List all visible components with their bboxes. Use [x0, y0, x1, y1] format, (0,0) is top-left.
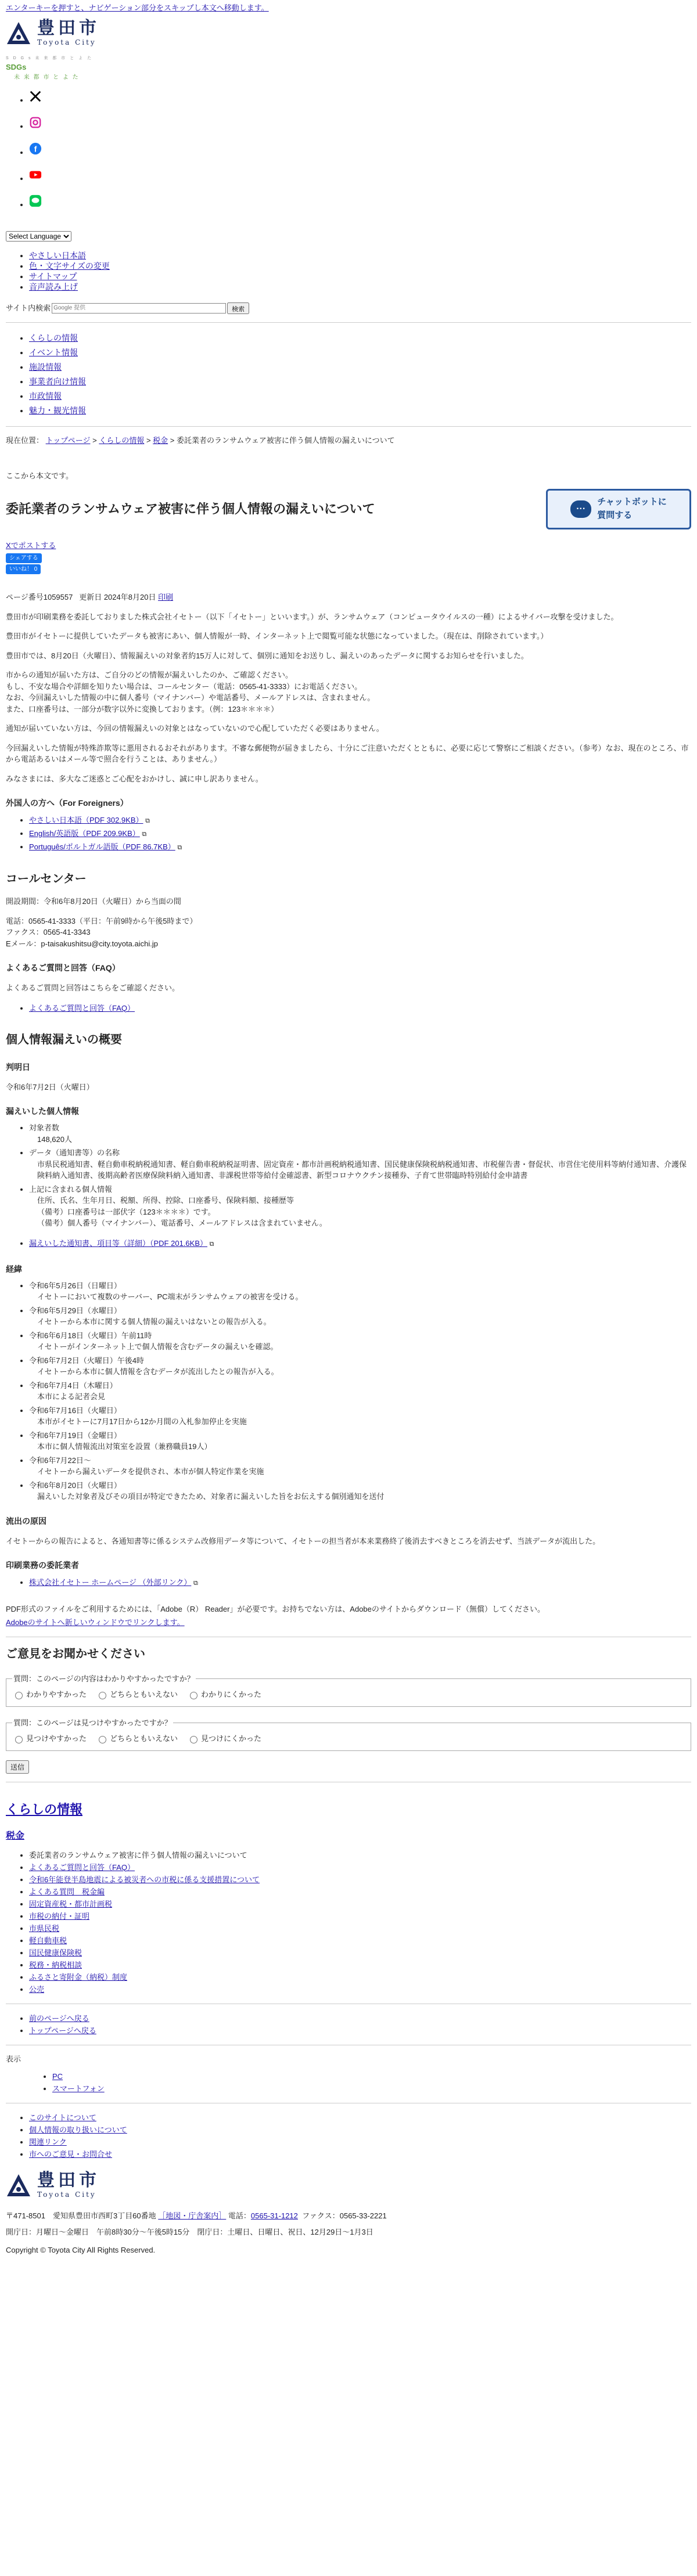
cause-heading: 流出の原因: [6, 1516, 46, 1526]
display-options: [6, 2070, 691, 2095]
x-post-link[interactable]: Xでポストする: [6, 541, 56, 550]
gnav-city-admin[interactable]: 市政情報: [29, 391, 62, 401]
search-input[interactable]: [52, 303, 226, 314]
color-size-link[interactable]: 色・文字サイズの変更: [29, 261, 110, 271]
sdgs-small-text: S D G s 未 来 都 市 と よ た: [6, 56, 94, 60]
side-item-link[interactable]: よくある質問 税金編: [29, 1887, 105, 1896]
faq-link[interactable]: よくあるご質問と回答（FAQ）: [29, 1003, 135, 1013]
timeline-date: 令和6年7月22日〜: [29, 1455, 91, 1465]
new-window-icon: ⧉: [145, 817, 150, 824]
feedback-q1-legend: 質問：このページの内容はわかりやすかったですか？: [13, 1674, 195, 1683]
detail-pdf-link[interactable]: 漏えいした通知書、項目等（詳細）（PDF 201.6KB）: [29, 1238, 207, 1248]
facebook-link[interactable]: [29, 147, 42, 157]
side-section-title: [6, 1800, 691, 1819]
social-links: [6, 89, 691, 219]
side-item: [29, 1983, 691, 1995]
feedback-heading: ご意見をお聞かせください: [6, 1647, 145, 1660]
footer-item: [29, 2112, 691, 2124]
social-item-line: [29, 193, 691, 219]
footer-site-name: 豊田市: [37, 2170, 100, 2190]
leaked-item-detail: 市県民税通知書、軽自動車税納税通知書、軽自動車税納税証明書、固定資産・都市計画税納税通知書、国民健康保険税納税通知書、市税催告書・督促状、市営住宅使用料等納付通知書、介護保険料納入通知書、後期高齢者医療保険料納入通知書、非課税世帯等給付金確認書、新型コロナウクチン接種券、子育て世帯臨時特別給付金申請書: [37, 1159, 687, 1180]
site-search: [6, 302, 691, 314]
facebook-icon: [29, 142, 42, 155]
youtube-icon: [29, 168, 42, 181]
side-item-link[interactable]: ふるさと寄附金（納税）制度: [29, 1972, 128, 1981]
chatbot-button[interactable]: [546, 489, 691, 529]
contact-link[interactable]: 市へのご意見・お問合せ: [29, 2150, 113, 2159]
q2-radio[interactable]: [99, 1736, 106, 1743]
line-icon: [29, 194, 42, 207]
external-link-icon: ⧉: [193, 1580, 198, 1587]
discovery-date: 令和6年7月2日（火曜日）: [6, 1082, 94, 1091]
leaked-item: [29, 1184, 691, 1229]
faq-links: [6, 1002, 691, 1015]
leaked-heading: 漏えいした個人情報: [6, 1107, 79, 1116]
side-category: [6, 1829, 691, 1843]
chatbot-label-2: 質問する: [597, 510, 633, 520]
new-window-icon: ⧉: [142, 831, 147, 838]
q1-option-label: どちらともいえない: [110, 1690, 178, 1699]
foreigner-item: [29, 814, 691, 827]
leaked-item-detail: 148,620人: [37, 1134, 72, 1144]
side-item: [29, 1874, 691, 1886]
q1-radio[interactable]: [99, 1692, 106, 1699]
breadcrumb-prefix: 現在位置：: [6, 435, 44, 445]
gnav-living[interactable]: くらしの情報: [29, 333, 78, 343]
page-nav: [6, 2012, 691, 2037]
side-section-link[interactable]: くらしの情報: [6, 1802, 83, 1817]
footer-item: [29, 2124, 691, 2136]
timeline-item: [29, 1330, 691, 1353]
line-link[interactable]: [29, 200, 42, 209]
faq-item: [29, 1002, 691, 1015]
copyright: Copyright © Toyota City All Rights Reserved.: [6, 2246, 156, 2254]
timeline-date: 令和6年8月20日（火曜日）: [29, 1480, 121, 1490]
side-item-link[interactable]: よくあるご質問と回答（FAQ）: [29, 1862, 135, 1872]
detail-item: [29, 1237, 691, 1251]
main-start-text: ここから本文です。: [6, 471, 73, 480]
gnav-facilities[interactable]: 施設情報: [29, 362, 62, 372]
cause-text: イセトーからの報告によると、各通知書等に係るシステム改修用データ等について、イセトーの担当者が本来業務終了後消去すべきところを消去せず、当該データが流出した。: [6, 1536, 601, 1545]
display-item: [52, 2083, 691, 2095]
sdgs-big-text: SDGs: [6, 63, 27, 71]
gnav-item: [29, 345, 691, 360]
social-item-facebook: [29, 141, 691, 167]
leaked-item-detail: 住所、氏名、生年月日、税額、所得、控除、口座番号、保険料額、接種歴等 （備考）口座番号は一部伏字（123＊＊＊＊）です。 （備考）個人番号（マイナンバー）、電話番号、メールアドレスは含まれていません。: [37, 1196, 327, 1227]
social-item-x: [29, 89, 691, 115]
timeline-item: [29, 1380, 691, 1403]
title-bar: [6, 489, 691, 529]
q2-option-label: 見つけやすかった: [26, 1734, 87, 1743]
adobe-link[interactable]: Adobeのサイトへ新しいウィンドウでリンクします。: [6, 1617, 185, 1627]
side-item: [29, 1922, 691, 1934]
leaked-items: [6, 1122, 691, 1229]
feedback-q2-legend: 質問：このページは見つけやすかったですか？: [13, 1718, 172, 1727]
timeline-item: [29, 1305, 691, 1328]
site-name: 豊田市: [37, 17, 100, 38]
call-center-email: Eメール：p-taisakushitsu@city.toyota.aichi.jp: [6, 939, 158, 948]
body-paragraph: 豊田市がイセトーに提供していたデータも被害にあい、個人情報が一時、インターネット上で閲覧可能な状態になっていました。（現在は、削除されています。）: [6, 632, 548, 640]
foreigner-item: [29, 841, 691, 854]
q1-radio[interactable]: [15, 1692, 23, 1699]
breadcrumb-current: 委託業者のランサムウェア被害に伴う個人情報の漏えいについて: [177, 435, 395, 445]
pdf-english-link[interactable]: English/英語版（PDF 209.9KB）: [29, 829, 140, 838]
timeline-date: 令和6年7月4日（木曜日）: [29, 1381, 117, 1390]
side-item: [29, 1886, 691, 1898]
side-item: [29, 1861, 691, 1874]
gnav-item: [29, 331, 691, 345]
footer-item: [29, 2136, 691, 2148]
timeline-text: イセトーから漏えいデータを提供され、本市が個人特定作業を実施: [37, 1467, 264, 1476]
top-page-link[interactable]: トップページへ戻る: [29, 2026, 96, 2035]
timeline-date: 令和6年5月26日（日曜日）: [29, 1281, 121, 1290]
utility-item: [29, 261, 691, 271]
footer-links: [6, 2112, 691, 2160]
q1-option[interactable]: [187, 1689, 261, 1700]
chat-bubble-icon: ···: [570, 500, 591, 518]
feedback-submit-button[interactable]: 送信: [6, 1760, 29, 1774]
breadcrumb-tax[interactable]: 税金: [153, 435, 168, 445]
feedback-q2: [6, 1717, 691, 1751]
body-paragraph: 今回漏えいした情報が特殊詐欺等に悪用されるおそれがあります。不審な郵便物が届きましたら、十分にご注意いただくとともに、必要に応じて警察にご相談ください。（参考）なお、現在のところ、市から電話あるいはメール等で照合を行うことは、ありません。）: [6, 743, 689, 763]
footer-hours: 開庁日：月曜日〜金曜日 午前8時30分〜午後5時15分 閉庁日：土曜日、日曜日、祝日、12月29日〜1月3日: [6, 2227, 373, 2236]
timeline-text: 本市に個人情報流出対策室を設置（兼務職員19人）: [37, 1442, 212, 1451]
facebook-like-button[interactable]: いいね！ 0: [6, 564, 41, 574]
side-item-link[interactable]: 市税の納付・証明: [29, 1911, 90, 1921]
q2-option[interactable]: [96, 1733, 178, 1745]
detail-links: [6, 1237, 691, 1251]
timeline-list: [6, 1280, 691, 1503]
side-category-link[interactable]: 税金: [6, 1831, 25, 1841]
side-item: [29, 1959, 691, 1971]
language-select[interactable]: [6, 231, 71, 242]
back-link[interactable]: 前のページへ戻る: [29, 2013, 89, 2023]
divider: [6, 426, 691, 427]
related-links-link[interactable]: 関連リンク: [29, 2138, 67, 2146]
body-paragraph: 豊田市が印刷業務を委託しておりました株式会社イセトー（以下「イセトー」といいます。）が、ランサムウェア（コンピュータウイルスの一種）によるサイバー攻撃を受けました。: [6, 612, 619, 621]
footer-phone-label: 電話：: [228, 2211, 251, 2220]
faq-text: よくあるご質問と回答はこちらをご確認ください。: [6, 983, 180, 992]
contractor-heading: 印刷業務の委託業者: [6, 1561, 79, 1570]
q2-radio[interactable]: [190, 1736, 197, 1743]
x-link[interactable]: [29, 95, 42, 105]
body-paragraph: みなさまには、多大なご迷惑とご心配をおかけし、誠に申し訳ありません。: [6, 774, 263, 783]
utility-item: [29, 282, 691, 292]
q2-option-label: どちらともいえない: [110, 1734, 178, 1743]
gnav-item: [29, 389, 691, 403]
page-number: ページ番号1059557: [6, 593, 73, 601]
timeline-item: [29, 1480, 691, 1503]
site-logo[interactable]: [6, 17, 691, 48]
timeline-text: 漏えいした対象者及びその項目が特定できたため、対象者に漏えいした旨をお伝えする個別通知を送付: [37, 1492, 385, 1501]
faq-heading: よくあるご質問と回答（FAQ）: [6, 963, 120, 972]
side-item: [29, 1947, 691, 1959]
breadcrumb-living[interactable]: くらしの情報: [99, 435, 145, 445]
timeline-text: 本市がイセトーに7月17日から12か月間の入札参加停止を実施: [37, 1417, 247, 1426]
timeline-text: 本市による記者会見: [37, 1392, 106, 1401]
timeline-text: イセトーから本市に関する個人情報の漏えいはないとの報告が入る。: [37, 1317, 271, 1326]
timeline-item: [29, 1455, 691, 1478]
feedback-q1: [6, 1673, 691, 1707]
side-item: [29, 1934, 691, 1947]
side-item-link[interactable]: 軽自動車税: [29, 1936, 67, 1945]
privacy-link[interactable]: 個人情報の取り扱いについて: [29, 2125, 127, 2134]
overview-heading: 個人情報漏えいの概要: [6, 1033, 122, 1046]
side-item-link[interactable]: 令和6年能登半島地震による被災者への市税に係る支援措置について: [29, 1875, 260, 1884]
q2-option[interactable]: [12, 1733, 87, 1745]
gnav-item: [29, 374, 691, 389]
footer-item: [29, 2148, 691, 2160]
display-item: [52, 2070, 691, 2083]
display-sp-link[interactable]: スマートフォン: [52, 2084, 105, 2093]
timeline-heading: 経緯: [6, 1264, 22, 1274]
gnav-events[interactable]: イベント情報: [29, 347, 78, 357]
city-emblem-icon: [6, 2173, 31, 2199]
display-label: 表示: [6, 2054, 21, 2063]
foreigners-heading: 外国人の方へ（For Foreigners）: [6, 798, 128, 808]
footer-logo: [6, 2172, 691, 2200]
side-item-current: 委託業者のランサムウェア被害に伴う個人情報の漏えいについて: [29, 1850, 247, 1860]
site-name-roman: Toyota City: [37, 38, 96, 46]
gnav-tourism[interactable]: 魅力・観光情報: [29, 405, 86, 415]
footer-address-line: [6, 2210, 691, 2222]
display-pc-link[interactable]: PC: [52, 2072, 63, 2081]
updated-date: 更新日 2024年8月20日: [79, 593, 156, 601]
call-center-heading: コールセンター: [6, 873, 87, 885]
instagram-icon: [29, 116, 42, 129]
pdf-easy-japanese-link[interactable]: やさしい日本語（PDF 302.9KB）: [29, 816, 143, 824]
instagram-link[interactable]: [29, 121, 42, 131]
side-item: [29, 1910, 691, 1922]
utility-item: [29, 250, 691, 261]
gnav-item: [29, 403, 691, 418]
timeline-text: イセトーにおいて複数のサーバー、PC端末がランサムウェアの被害を受ける。: [37, 1292, 303, 1301]
new-window-icon: ⧉: [177, 844, 182, 851]
contractor-link[interactable]: 株式会社イセトー ホームページ （外部リンク）: [29, 1578, 192, 1587]
svg-text:f: • f: [34, 145, 37, 153]
q2-radio[interactable]: [15, 1736, 23, 1743]
share-area: [6, 540, 691, 575]
timeline-date: 令和6年7月16日（火曜日）: [29, 1406, 121, 1415]
contractor-item: [29, 1576, 691, 1590]
leaked-item: [29, 1122, 691, 1145]
map-link[interactable]: ［地図・庁舎案内］: [158, 2211, 227, 2220]
footer-address: 〒471-8501 愛知県豊田市西町3丁目60番地: [6, 2211, 156, 2220]
foreigner-item: [29, 827, 691, 841]
timeline-text: イセトーがインターネット上で個人情報を含むデータの漏えいを確認。: [37, 1342, 278, 1351]
discovery-heading: 判明日: [6, 1062, 30, 1072]
foreigners-links: [6, 814, 691, 854]
timeline-item: [29, 1405, 691, 1428]
gnav-item: [29, 360, 691, 374]
timeline-item: [29, 1355, 691, 1378]
pdf-note-text: PDF形式のファイルをご利用するためには、「Adobe（R） Reader」が必要です。お持ちでない方は、Adobeのサイトからダウンロード（無償）してください。: [6, 1605, 545, 1613]
side-list: [6, 1849, 691, 1995]
side-item-link[interactable]: 税務・納税相談: [29, 1960, 82, 1969]
read-aloud-link[interactable]: 音声読み上げ: [29, 282, 78, 291]
page-nav-item: [29, 2024, 691, 2037]
social-item-youtube: [29, 167, 691, 193]
utility-links: [6, 250, 691, 292]
q1-option[interactable]: [96, 1689, 178, 1700]
side-item-link[interactable]: 市県民税: [29, 1923, 60, 1933]
breadcrumb-top[interactable]: トップページ: [45, 435, 91, 445]
print-link[interactable]: 印刷: [158, 593, 174, 601]
q1-option-label: わかりやすかった: [26, 1690, 87, 1699]
easy-japanese-link[interactable]: やさしい日本語: [29, 250, 86, 260]
call-center-fax: ファクス：0565-41-3343: [6, 928, 91, 936]
social-item-instagram: [29, 115, 691, 141]
footer-site-name-roman: Toyota City: [37, 2190, 96, 2199]
utility-item: [29, 271, 691, 282]
q1-option[interactable]: [12, 1689, 87, 1700]
search-button[interactable]: 検索: [227, 302, 249, 314]
leaked-item: [29, 1147, 691, 1181]
timeline-date: 令和6年7月19日（金曜日）: [29, 1431, 121, 1440]
side-item: [29, 1849, 691, 1861]
sitemap-link[interactable]: サイトマップ: [29, 271, 77, 281]
skip-link[interactable]: エンターキーを押すと、ナビゲーション部分をスキップし本文へ移動します。: [6, 3, 269, 12]
call-center-period: 開設期間：令和6年8月20日（火曜日）から当面の間: [6, 897, 181, 906]
side-item-link[interactable]: 国民健康保険税: [29, 1948, 82, 1957]
about-site-link[interactable]: このサイトについて: [29, 2113, 96, 2122]
timeline-item: [29, 1430, 691, 1453]
timeline-date: 令和6年5月29日（水曜日）: [29, 1306, 121, 1315]
page-title: 委託業者のランサムウェア被害に伴う個人情報の漏えいについて: [6, 502, 375, 516]
new-window-icon: ⧉: [209, 1240, 214, 1248]
timeline-date: 令和6年6月18日（火曜日）午前11時: [29, 1331, 152, 1340]
call-center-phone: 電話：0565-41-3333（平日：午前9時から午後5時まで）: [6, 916, 197, 925]
side-item: [29, 1898, 691, 1910]
x-icon: [29, 90, 42, 103]
side-item-link[interactable]: 公売: [29, 1984, 45, 1994]
global-nav: [6, 331, 691, 418]
facebook-share-button[interactable]: シェアする: [6, 553, 42, 563]
pdf-portuguese-link[interactable]: Português/ポルトガル語版（PDF 86.7KB）: [29, 842, 175, 851]
gnav-business[interactable]: 事業者向け情報: [29, 376, 86, 386]
timeline-item: [29, 1280, 691, 1303]
footer-fax: ファクス：0565-33-2221: [302, 2211, 387, 2220]
sdgs-sub-text: 未 来 都 市 と よ た: [14, 74, 80, 81]
search-label: サイト内検索: [6, 303, 51, 312]
q1-radio[interactable]: [190, 1692, 197, 1699]
leaked-item-label: データ（通知書等）の名称: [29, 1148, 120, 1157]
page-meta: [6, 592, 691, 603]
youtube-link[interactable]: [29, 174, 42, 183]
q2-option[interactable]: [187, 1733, 261, 1745]
leaked-item-label: 対象者数: [29, 1123, 60, 1132]
footer-phone-link[interactable]: 0565-31-1212: [250, 2211, 298, 2220]
page-nav-item: [29, 2012, 691, 2024]
body-paragraph: 市からの通知が届いた方は、ご自分のどの情報が漏えいしたのか、ご確認ください。 もし、不安な場合や詳細を知りたい場合は、コールセンター（電話：0565-41-3333）にお電話ください。 なお、今回漏えいした情報の中に個人番号（マイナンバー）や電話番号、メールアドレスは、含まれません。 また、口座番号は、一部分が数字以外に変換しております。（例：123＊＊＊＊）: [6, 671, 375, 714]
timeline-text: イセトーから本市に個人情報を含むデータが流出したとの報告が入る。: [37, 1367, 279, 1376]
q1-option-label: わかりにくかった: [201, 1690, 262, 1699]
side-item-link[interactable]: 固定資産税・都市計画税: [29, 1899, 113, 1908]
chatbot-label-1: チャットボットに: [597, 497, 667, 507]
city-emblem-icon: [6, 21, 31, 46]
sdgs-logo[interactable]: [6, 56, 691, 82]
contractor-links: [6, 1576, 691, 1590]
breadcrumb: 現在位置： トップページ > くらしの情報 > 税金 > 委託業者のランサムウェア被害に伴う個人情報の漏えいについて: [6, 435, 395, 445]
q2-option-label: 見つけにくかった: [201, 1734, 262, 1743]
body-paragraph: 通知が届いていない方は、今回の情報漏えいの対象とはなっていないので心配していただく必要はありません。: [6, 724, 384, 733]
divider: [6, 322, 691, 323]
leaked-item-label: 上記に含まれる個人情報: [29, 1184, 113, 1194]
side-item: [29, 1971, 691, 1983]
timeline-date: 令和6年7月2日（火曜日）午後4時: [29, 1356, 144, 1365]
body-paragraph: 豊田市では、8月20日（火曜日）、情報漏えいの対象者約15万人に対して、個別に通知をお送りし、漏えいのあったデータに関するお知らせを行いました。: [6, 651, 529, 660]
